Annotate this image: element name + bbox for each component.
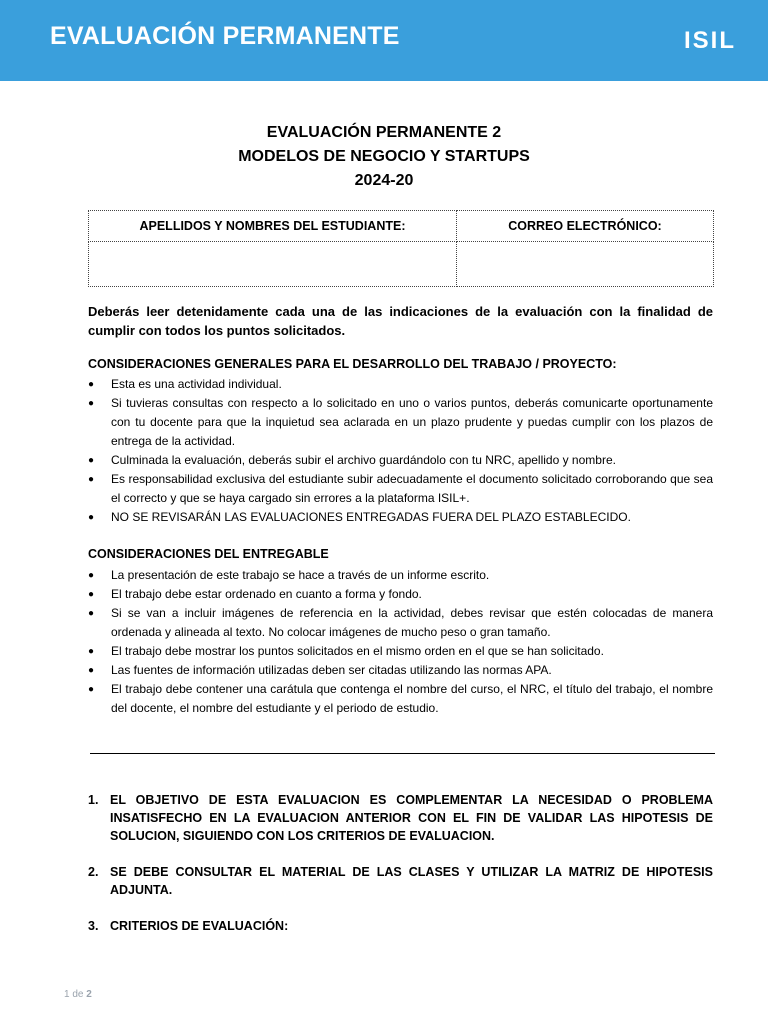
list-item-text: Las fuentes de información utilizadas deben ser citadas utilizando las normas APA. (111, 663, 552, 677)
bullet-icon: ● (88, 474, 95, 485)
list-item-text: El trabajo debe estar ordenado en cuanto a forma y fondo. (111, 587, 422, 601)
page-current: 1 (64, 989, 70, 1000)
page-number (64, 989, 92, 1000)
deliverable-considerations-heading: CONSIDERACIONES DEL ENTREGABLE (88, 547, 329, 561)
list-item (88, 680, 713, 718)
numbered-item (88, 791, 713, 845)
list-item (88, 604, 713, 642)
email-header: CORREO ELECTRÓNICO: (457, 211, 714, 242)
deliverable-considerations-list (88, 566, 713, 718)
list-item-text: NO SE REVISARÁN LAS EVALUACIONES ENTREGADAS FUERA DEL PLAZO ESTABLECIDO. (111, 510, 631, 524)
instructions-list (88, 791, 713, 953)
list-item-text: Esta es una actividad individual. (111, 377, 282, 391)
list-item (88, 508, 713, 527)
bullet-icon: ● (88, 684, 95, 695)
list-item-text: Si se van a incluir imágenes de referencia en la actividad, debes revisar que estén colocadas de manera ordenada y alineada al texto. No colocar imágenes de mucho peso o gran tamaño. (111, 606, 713, 639)
list-item (88, 394, 713, 451)
list-item-text: El trabajo debe mostrar los puntos solicitados en el mismo orden en el que se han solicitado. (111, 644, 604, 658)
general-considerations-list (88, 375, 713, 527)
bullet-icon: ● (88, 608, 95, 619)
header-title: EVALUACIÓN PERMANENTE (50, 22, 400, 50)
bullet-icon: ● (88, 398, 95, 409)
bullet-icon: ● (88, 379, 95, 390)
header-bar (0, 0, 768, 81)
course-title: MODELOS DE NEGOCIO Y STARTUPS (238, 148, 530, 165)
bullet-icon: ● (88, 665, 95, 676)
list-item (88, 451, 713, 470)
period-title: 2024-20 (354, 172, 414, 189)
email-cell[interactable] (457, 242, 714, 287)
student-name-header: APELLIDOS Y NOMBRES DEL ESTUDIANTE: (89, 211, 457, 242)
list-item (88, 566, 713, 585)
item-text: EL OBJETIVO DE ESTA EVALUACION ES COMPLEMENTAR LA NECESIDAD O PROBLEMA INSATISFECHO EN LA EVALUACION ANTERIOR CON EL FIN DE VALIDAR LAS HIPOTESIS DE SOLUCION, SIGUIENDO CON LOS CRITERIOS DE EVALUACION. (110, 793, 713, 843)
list-item-text: La presentación de este trabajo se hace a través de un informe escrito. (111, 568, 490, 582)
list-item (88, 585, 713, 604)
list-item (88, 661, 713, 680)
list-item (88, 375, 713, 394)
student-name-cell[interactable] (89, 242, 457, 287)
numbered-item (88, 863, 713, 899)
bullet-icon: ● (88, 646, 95, 657)
item-text: CRITERIOS DE EVALUACIÓN: (110, 919, 289, 933)
list-item-text: Es responsabilidad exclusiva del estudiante subir adecuadamente el documento solicitado corroborando que sea el correcto y que se haya cargado sin errores a la plataforma ISIL+. (111, 472, 713, 505)
document-title: EVALUACIÓN PERMANENTE 2 (266, 124, 502, 141)
intro-paragraph: Deberás leer detenidamente cada una de las indicaciones de la evaluación con la finalidad de cumplir con todos los puntos solicitados. (88, 304, 713, 338)
item-text: SE DEBE CONSULTAR EL MATERIAL DE LAS CLASES Y UTILIZAR LA MATRIZ DE HIPOTESIS ADJUNTA. (110, 865, 713, 897)
list-item-text: Culminada la evaluación, deberás subir el archivo guardándolo con tu NRC, apellido y nombre. (111, 453, 616, 467)
item-number: 1. (88, 793, 99, 807)
list-item-text: El trabajo debe contener una carátula que contenga el nombre del curso, el NRC, el título del trabajo, el nombre del docente, el nombre del estudiante y el periodo de estudio. (111, 682, 713, 715)
student-info-table (88, 210, 714, 287)
bullet-icon: ● (88, 512, 95, 523)
section-divider (90, 753, 715, 754)
numbered-item (88, 917, 713, 935)
bullet-icon: ● (88, 455, 95, 466)
list-item-text: Si tuvieras consultas con respecto a lo solicitado en uno o varios puntos, deberás comunicarte oportunamente con tu docente para que la inquietud sea aclarada en un plazo prudente y puedas cumplir con los plazos de entrega de la actividad. (111, 396, 713, 448)
page-separator: de (69, 989, 87, 1000)
item-number: 2. (88, 865, 99, 879)
list-item (88, 470, 713, 508)
list-item (88, 642, 713, 661)
bullet-icon: ● (88, 589, 95, 600)
item-number: 3. (88, 919, 99, 933)
page-total: 2 (86, 989, 92, 1000)
general-considerations-heading: CONSIDERACIONES GENERALES PARA EL DESARROLLO DEL TRABAJO / PROYECTO: (88, 357, 617, 371)
bullet-icon: ● (88, 570, 95, 581)
isil-logo: ISIL (683, 27, 736, 54)
